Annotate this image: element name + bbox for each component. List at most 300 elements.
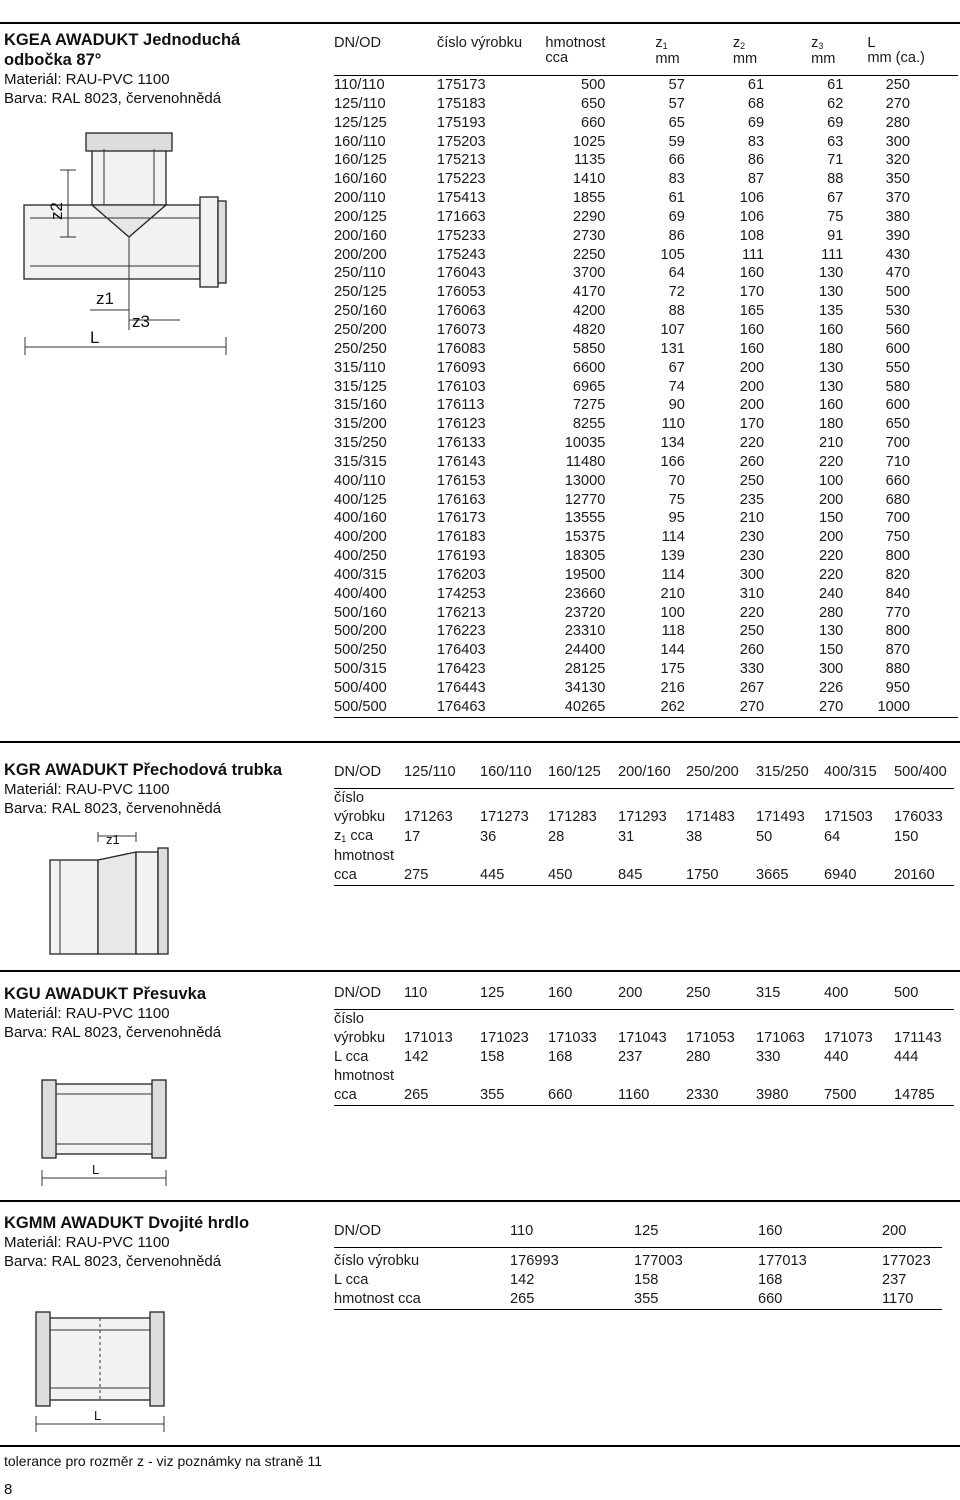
cell-weight: 40265 [564, 698, 606, 715]
cell-z3: 220 [818, 453, 844, 470]
cell-l: 870 [885, 642, 910, 659]
cell-number: 176403 [436, 642, 486, 659]
cell-weight: 18305 [564, 548, 606, 565]
cell-z1: 107 [660, 321, 685, 338]
cell-z2: 210 [739, 510, 765, 527]
cell-number: 176203 [436, 566, 486, 583]
kgmm-row-dn [334, 1222, 942, 1248]
cell-z2: 86 [747, 152, 765, 169]
cell-num: 176993 [510, 1253, 559, 1269]
cell-z1: 150 [894, 829, 919, 845]
cell-z1: 175 [660, 661, 685, 678]
cell-weight: 445 [480, 867, 505, 883]
cell-dn: 400/125 [334, 491, 387, 508]
cell-dn: 315/250 [756, 764, 809, 780]
cell-z1: 57 [668, 95, 685, 112]
row-label: DN/OD [334, 1223, 382, 1239]
cell-weight: 3980 [756, 1087, 789, 1103]
kgea-title: KGEA AWADUKT Jednoduchá [4, 31, 241, 49]
cell-num: 177003 [634, 1253, 683, 1269]
table-row [334, 660, 958, 679]
cell-z3: 200 [818, 491, 844, 508]
cell-z1: 38 [686, 829, 703, 845]
cell-l: 750 [885, 529, 910, 546]
cell-number: 176163 [436, 491, 486, 508]
cell-z2: 69 [747, 114, 765, 131]
cell-weight: 23720 [564, 604, 606, 621]
cell-l: 158 [634, 1272, 659, 1288]
kgea-color: Barva: RAL 8023, červenohnědá [4, 90, 222, 107]
cell-dn: 500 [894, 985, 919, 1001]
cell-z1: 69 [668, 208, 685, 225]
cell-z3: 210 [818, 435, 844, 452]
cell-z3: 220 [818, 548, 844, 565]
cell-z1: 144 [660, 642, 685, 659]
table-row [334, 547, 958, 566]
cell-l: 280 [686, 1049, 711, 1065]
cell-z2: 111 [741, 246, 765, 263]
row-label: hmotnost cca [334, 1291, 421, 1307]
table-row [334, 378, 958, 397]
cell-number: 176183 [436, 529, 486, 546]
cell-num: 171033 [548, 1030, 597, 1046]
cell-z2: 87 [747, 171, 765, 188]
cell-l: 158 [480, 1049, 505, 1065]
cell-l: 1000 [877, 698, 910, 715]
kgu-title: KGU AWADUKT Přesuvka [4, 985, 207, 1003]
cell-z1: 100 [660, 604, 685, 621]
cell-weight: 7275 [572, 397, 606, 414]
cell-z1: 57 [668, 77, 685, 93]
table-row [334, 491, 958, 510]
cell-z3: 270 [818, 698, 844, 715]
cell-z1: 50 [756, 829, 773, 845]
cell-dn: 400/315 [824, 764, 877, 780]
cell-weight: 660 [548, 1087, 573, 1103]
cell-l: 300 [885, 133, 910, 150]
cell-z1: 86 [668, 227, 685, 244]
cell-weight: 12770 [564, 491, 606, 508]
cell-number: 171663 [436, 208, 486, 225]
cell-z2: 260 [739, 453, 765, 470]
cell-l: 710 [885, 453, 910, 470]
footnote: tolerance pro rozměr z - viz poznámky na straně 11 [4, 1453, 322, 1469]
row-label: DN/OD [334, 764, 382, 780]
cell-number: 175173 [436, 77, 486, 93]
kgr-row-number [334, 789, 954, 828]
kgr-row-dn [334, 763, 954, 789]
cell-number: 174253 [436, 585, 486, 602]
cell-z1: 74 [668, 378, 685, 395]
cell-weight: 14785 [894, 1087, 935, 1103]
cell-l: 700 [885, 435, 910, 452]
cell-z2: 300 [739, 566, 765, 583]
cell-z3: 63 [827, 133, 844, 150]
cell-l: 237 [882, 1272, 907, 1288]
cell-z1: 64 [668, 265, 685, 282]
table-row [334, 528, 958, 547]
cell-l: 250 [885, 77, 910, 93]
cell-dn: 250/160 [334, 303, 387, 320]
cell-l: 800 [885, 623, 910, 640]
cell-weight: 5850 [572, 340, 606, 357]
kgea-label-l: L [90, 328, 100, 347]
kgea-title-2: odbočka 87° [4, 51, 102, 69]
cell-z2: 160 [739, 321, 765, 338]
cell-l: 770 [885, 604, 910, 621]
table-row [334, 208, 958, 227]
cell-l: 320 [885, 152, 910, 169]
cell-num: 177013 [758, 1253, 807, 1269]
cell-z2: 270 [739, 698, 765, 715]
table-row [334, 170, 958, 189]
cell-weight: 1160 [618, 1087, 650, 1103]
cell-z2: 200 [739, 397, 765, 414]
section-rule-kgu [0, 970, 960, 972]
table-row [334, 359, 958, 378]
cell-number: 176123 [436, 416, 486, 433]
cell-z1: 210 [660, 585, 685, 602]
kgu-material: Materiál: RAU-PVC 1100 [4, 1005, 170, 1022]
cell-l: 380 [885, 208, 910, 225]
cell-dn: 160/160 [334, 171, 387, 188]
cell-z1: 31 [618, 829, 635, 845]
top-rule [0, 22, 960, 24]
cell-l: 430 [885, 246, 910, 263]
col-l: L mm (ca.) [867, 35, 925, 66]
cell-num: 171263 [404, 809, 453, 825]
cell-z3: 160 [818, 397, 844, 414]
kgmm-title: KGMM AWADUKT Dvojité hrdlo [4, 1214, 250, 1232]
cell-z3: 111 [821, 246, 844, 263]
cell-dn: 500/400 [894, 764, 947, 780]
cell-number: 175233 [436, 227, 486, 244]
cell-dn: 125/125 [334, 114, 387, 131]
kgea-label-z2: z2 [47, 202, 66, 220]
cell-weight: 3700 [572, 265, 606, 282]
table-row [334, 585, 958, 604]
cell-l: 680 [885, 491, 910, 508]
cell-weight: 1750 [686, 867, 719, 883]
kgmm-header [4, 1213, 322, 1271]
cell-weight: 20160 [894, 867, 935, 883]
cell-z2: 61 [747, 77, 765, 93]
cell-l: 370 [885, 190, 910, 207]
cell-num: 171493 [756, 809, 805, 825]
cell-z3: 180 [818, 340, 844, 357]
cell-weight: 650 [581, 95, 606, 112]
cell-z2: 170 [739, 416, 765, 433]
cell-l: 390 [885, 227, 910, 244]
cell-dn: 315/250 [334, 435, 387, 452]
cell-number: 176173 [436, 510, 486, 527]
kgmm-socket-drawing [28, 1310, 178, 1435]
cell-weight: 11480 [565, 453, 606, 470]
bottom-rule [0, 1445, 960, 1447]
table-row [334, 227, 958, 246]
cell-z3: 75 [827, 208, 844, 225]
row-label: DN/OD [334, 985, 382, 1001]
cell-z2: 330 [739, 661, 765, 678]
cell-weight: 7500 [824, 1087, 857, 1103]
cell-num: 171293 [618, 809, 667, 825]
cell-z2: 108 [739, 227, 765, 244]
cell-l: 500 [885, 284, 910, 301]
row-label: hmotnost cca [334, 848, 395, 883]
cell-z3: 67 [827, 190, 844, 207]
cell-l: 700 [885, 510, 910, 527]
cell-weight: 275 [404, 867, 429, 883]
cell-number: 176103 [436, 378, 486, 395]
cell-z3: 71 [827, 152, 844, 169]
cell-dn: 160/125 [548, 764, 601, 780]
cell-z2: 230 [739, 548, 765, 565]
cell-z2: 68 [747, 95, 765, 112]
table-row [334, 264, 958, 283]
table-row [334, 679, 958, 698]
cell-l: 880 [885, 661, 910, 678]
cell-z3: 150 [818, 510, 844, 527]
cell-number: 176443 [436, 680, 486, 696]
cell-l: 444 [894, 1049, 919, 1065]
cell-l: 580 [885, 378, 910, 395]
cell-z1: 36 [480, 829, 497, 845]
col-weight: hmotnost cca [545, 35, 606, 66]
cell-dn: 400/110 [334, 472, 386, 489]
col-z3: $z_3$ mm [811, 35, 836, 67]
cell-z1: 105 [660, 246, 685, 263]
cell-z3: 130 [818, 378, 844, 395]
cell-z3: 200 [818, 529, 844, 546]
cell-number: 176133 [436, 435, 486, 452]
table-row [334, 509, 958, 528]
cell-dn: 125/110 [334, 95, 386, 112]
cell-z3: 61 [827, 77, 844, 93]
cell-dn: 500/315 [334, 661, 387, 678]
cell-weight: 13555 [564, 510, 606, 527]
cell-z3: 100 [818, 472, 844, 489]
table-row [334, 698, 958, 717]
cell-num: 176033 [894, 809, 943, 825]
cell-dn: 125 [634, 1223, 659, 1239]
cell-z1: 90 [668, 397, 685, 414]
cell-num: 171023 [480, 1030, 529, 1046]
kgea-material: Materiál: RAU-PVC 1100 [4, 71, 170, 88]
cell-weight: 2730 [572, 227, 606, 244]
cell-z1: 110 [661, 416, 685, 433]
cell-weight: 660 [581, 114, 606, 131]
kgu-header [4, 984, 322, 1042]
cell-num: 171503 [824, 809, 873, 825]
cell-dn: 200 [618, 985, 643, 1001]
cell-l: 350 [885, 171, 910, 188]
table-row [334, 472, 958, 491]
cell-l: 800 [885, 548, 910, 565]
cell-dn: 200 [882, 1223, 907, 1239]
row-label: L cca [334, 1049, 369, 1065]
cell-z1: 83 [668, 171, 685, 188]
kgmm-row-number [334, 1248, 942, 1272]
cell-z3: 280 [818, 604, 844, 621]
col-z2: $z_2$ mm [732, 35, 758, 67]
cell-l: 550 [885, 359, 910, 376]
col-z1: $z_1$ mm [655, 35, 680, 67]
cell-z1: 88 [668, 303, 685, 320]
cell-num: 171143 [894, 1030, 942, 1046]
cell-l: 600 [885, 397, 910, 414]
cell-weight: 23660 [564, 585, 606, 602]
cell-z1: 262 [660, 698, 685, 715]
cell-dn: 160 [758, 1223, 783, 1239]
cell-dn: 200/160 [618, 764, 671, 780]
cell-dn: 500/200 [334, 623, 387, 640]
col-number: číslo výrobku [436, 35, 523, 51]
cell-dn: 250/200 [686, 764, 739, 780]
row-label: $z_1$ cca [334, 828, 374, 844]
cell-z3: 220 [818, 566, 844, 583]
cell-weight: 1170 [882, 1291, 914, 1307]
cell-weight: 28125 [564, 661, 606, 678]
cell-l: 168 [548, 1049, 573, 1065]
cell-dn: 400/250 [334, 548, 387, 565]
cell-number: 175213 [436, 152, 486, 169]
cell-dn: 125/110 [404, 764, 456, 780]
kgu-table [334, 984, 954, 1106]
kgr-table-wrap [334, 763, 954, 886]
cell-weight: 355 [480, 1087, 505, 1103]
cell-weight: 355 [634, 1291, 659, 1307]
cell-z3: 180 [818, 416, 844, 433]
cell-z1: 166 [660, 453, 685, 470]
cell-number: 175183 [436, 95, 486, 112]
cell-weight: 23310 [564, 623, 606, 640]
table-row [334, 114, 958, 133]
kgu-row-l [334, 1048, 954, 1067]
cell-z1: 64 [824, 829, 841, 845]
cell-l: 168 [758, 1272, 783, 1288]
cell-z1: 59 [668, 133, 685, 150]
cell-weight: 265 [404, 1087, 429, 1103]
table-row [334, 151, 958, 170]
cell-weight: 13000 [564, 472, 606, 489]
cell-z1: 139 [660, 548, 685, 565]
cell-num: 171283 [548, 809, 597, 825]
kgea-table-header [334, 36, 958, 76]
cell-dn: 400/400 [334, 585, 387, 602]
table-row [334, 76, 958, 95]
kgr-label-z1: z1 [106, 832, 120, 847]
cell-dn: 500/250 [334, 642, 387, 659]
cell-z3: 135 [818, 303, 844, 320]
cell-z3: 88 [827, 171, 844, 188]
cell-dn: 125 [480, 985, 505, 1001]
table-row [334, 246, 958, 265]
cell-number: 176093 [436, 359, 486, 376]
cell-l: 142 [510, 1272, 535, 1288]
kgmm-row-l [334, 1271, 942, 1290]
cell-weight: 450 [548, 867, 573, 883]
cell-l: 142 [404, 1049, 429, 1065]
cell-num: 171063 [756, 1030, 805, 1046]
cell-weight: 1025 [572, 133, 606, 150]
kgmm-table-wrap [334, 1222, 942, 1310]
cell-z1: 75 [668, 491, 685, 508]
cell-dn: 160 [548, 985, 573, 1001]
cell-dn: 400/160 [334, 510, 387, 527]
cell-dn: 160/110 [334, 133, 386, 150]
cell-dn: 110 [404, 985, 428, 1001]
cell-weight: 845 [618, 867, 643, 883]
kgea-header [4, 30, 322, 108]
cell-z3: 160 [818, 321, 844, 338]
cell-l: 530 [885, 303, 910, 320]
cell-z1: 134 [660, 435, 685, 452]
table-row [334, 604, 958, 623]
cell-dn: 250/200 [334, 321, 387, 338]
cell-number: 176193 [436, 548, 486, 565]
table-row [334, 622, 958, 641]
cell-z2: 260 [739, 642, 765, 659]
section-rule-kgr [0, 741, 960, 743]
cell-weight: 3665 [756, 867, 789, 883]
cell-dn: 160/125 [334, 152, 387, 169]
cell-dn: 200/200 [334, 246, 387, 263]
cell-number: 176053 [436, 284, 486, 301]
cell-z1: 72 [668, 284, 685, 301]
kgu-row-number [334, 1010, 954, 1049]
cell-weight: 2290 [572, 208, 606, 225]
kgr-title: KGR AWADUKT Přechodová trubka [4, 761, 283, 779]
cell-weight: 8255 [572, 416, 606, 433]
cell-dn: 160/110 [480, 764, 532, 780]
cell-z3: 130 [818, 265, 844, 282]
cell-z2: 230 [739, 529, 765, 546]
row-label: číslo výrobku [334, 1011, 386, 1046]
cell-z2: 160 [739, 265, 765, 282]
cell-z2: 310 [739, 585, 765, 602]
cell-z1: 118 [661, 623, 685, 640]
cell-num: 171043 [618, 1030, 667, 1046]
table-row [334, 283, 958, 302]
cell-dn: 315/315 [334, 453, 387, 470]
cell-number: 176223 [436, 623, 486, 640]
cell-num: 171073 [824, 1030, 873, 1046]
cell-weight: 660 [758, 1291, 783, 1307]
row-label: L cca [334, 1272, 369, 1288]
cell-dn: 200/160 [334, 227, 387, 244]
cell-z2: 250 [739, 623, 765, 640]
cell-z3: 240 [818, 585, 844, 602]
cell-l: 650 [885, 416, 910, 433]
kgu-table-wrap [334, 984, 954, 1106]
kgmm-material: Materiál: RAU-PVC 1100 [4, 1234, 170, 1251]
cell-z1: 17 [404, 829, 421, 845]
cell-z2: 200 [739, 378, 765, 395]
cell-l: 237 [618, 1049, 643, 1065]
cell-z2: 220 [739, 604, 765, 621]
cell-number: 176113 [436, 397, 485, 414]
cell-z3: 91 [827, 227, 844, 244]
cell-dn: 250/125 [334, 284, 387, 301]
cell-dn: 315 [756, 985, 781, 1001]
cell-number: 175243 [436, 246, 486, 263]
table-row [334, 396, 958, 415]
table-row [334, 189, 958, 208]
cell-weight: 19500 [564, 566, 606, 583]
cell-dn: 500/400 [334, 680, 387, 696]
cell-dn: 400 [824, 985, 849, 1001]
table-row [334, 415, 958, 434]
